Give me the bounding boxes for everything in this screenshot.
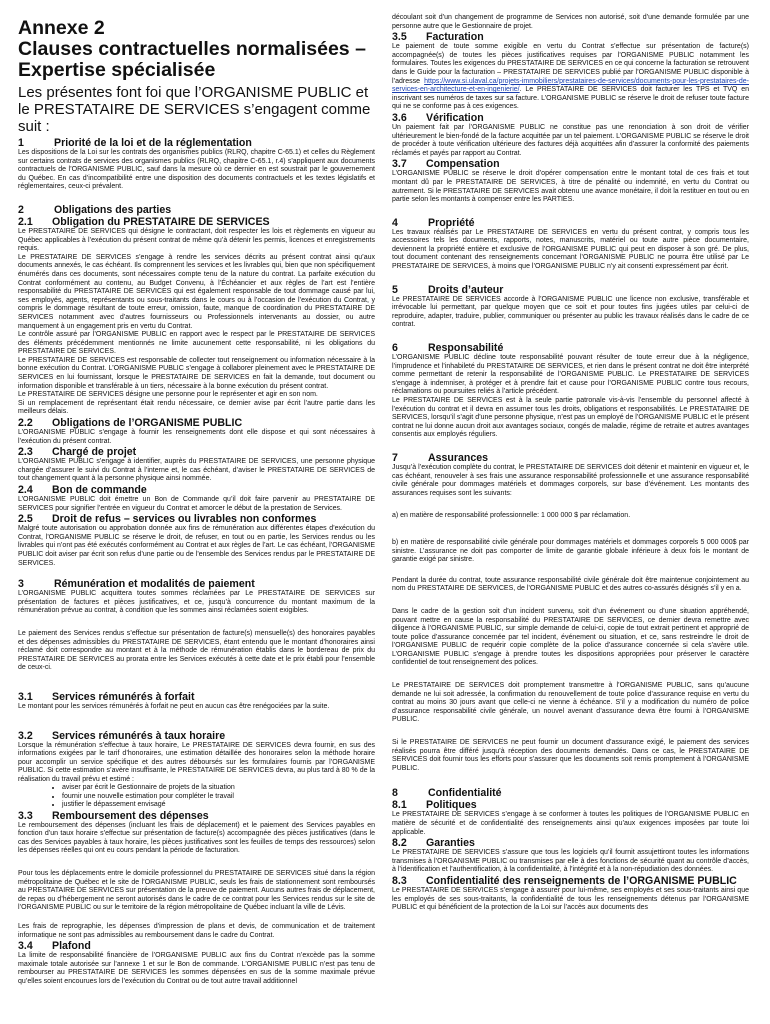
section-6-heading: 6 Responsabilité bbox=[392, 342, 504, 355]
section-2-1-text-5: Le PRESTATAIRE DE SERVICES désigne une personne pour le représenter et agir en son nom. bbox=[18, 391, 318, 399]
section-3-7-heading: 3.7 Compensation bbox=[392, 158, 500, 171]
section-3-text-2: Le paiement des Services rendus s’effectue sur présentation de facture(s) mensuelle(s) des honoraires payables et des dépenses admissibles du PRESTATAIRE DE SERVICES, étant entendu que le montant d’honoraires ainsi réclamé doit correspondre au montant et à la méthode de rémunération établis dans le bordereau de prix du PRESTATAIRE DE SERVICES au prorata entre les Services exécutés à cette date et le prix établi pour l’ensemble de ceux-ci. bbox=[18, 629, 375, 672]
section-3-text-1: L’ORGANISME PUBLIC acquittera toutes sommes réclamées par Le PRESTATAIRE DE SERVICES sur présentation de factures et pièces justificatives, et ce, jusqu’à concurrence du montant maximum de la rémunération prévue au contrat, à condition que les sommes ainsi réclamées soient exigibles. bbox=[18, 590, 375, 615]
section-4-text: Les travaux réalisés par Le PRESTATAIRE DE SERVICES en vertu du présent contrat, y compris tous les accessoires tels les documents, rapports, notes, manuscrits, matériel ou toute autre pièce documentaire, deviennent la propriété entière et exclusive de l’ORGANISME PUBLIC qui peut en disposer à son gré. De plus, tout document contenant des renseignements concernant l’ORGANISME PUBLIC ne pourra être utilisé par Le PRESTATAIRE DE SERVICES, à moins que l’ORGANISME PUBLIC n’y ait consenti expressément par écrit. bbox=[392, 228, 749, 271]
section-7-item-a: a) en matière de responsabilité professionnelle: 1 000 000 $ par réclamation. bbox=[392, 512, 631, 520]
section-3-4-heading: 3.4 Plafond bbox=[18, 940, 91, 953]
section-3-6-text: Un paiement fait par l’ORGANISME PUBLIC ne constitue pas une renonciation à son droit de vérifier ultérieurement le bien-fondé de la facture acquittée par un tel paiement. L’ORGANISME PUBLIC se réserve le droit de procéder à toute vérification ultérieure des factures déjà acquittées afin d’assurer la conformité des paiements réclamés et payés par rapport au Contrat. bbox=[392, 123, 749, 157]
section-4-heading: 4 Propriété bbox=[392, 216, 475, 229]
continued-text: découlant soit d’un changement de programme de Services non autorisé, soit d’une demande formulée par une personne autre que le Gestionnaire de projet. bbox=[392, 14, 749, 30]
intro-text: Les présentes font foi que l’ORGANISME PUBLIC et le PRESTATAIRE DE SERVICES s’engagent comme suit : bbox=[18, 84, 371, 135]
section-2-2-text: L’ORGANISME PUBLIC s’engage à fournir les renseignements dont elle dispose et qui sont nécessaires à l’exécution du présent contrat. bbox=[18, 429, 375, 445]
section-3-2-heading: 3.2 Services rémunérés à taux horaire bbox=[18, 729, 226, 742]
section-2-5-text: Malgré toute autorisation ou approbation donnée aux fins de rémunération aux différentes étapes d’exécution du Contrat, l’ORGANISME PUBLIC se réserve le droit, de refuser, en tout ou en partie, les Services rendus ou les livrables qui n’ont pas été exécutés conformément au Contrat et aux règles de l’art. Le cas échéant, l’ORGANISME PUBLIC doit aviser par écrit son refus d’une partie ou de l’ensemble des Services rendus par le PRESTATAIRE DE SERVICES. bbox=[18, 525, 375, 567]
section-3-3-text-1: Le remboursement des dépenses (incluant les frais de déplacement) et le paiement des Services payables en fonction d’un taux horaire s’effectue sur présentation de facture(s) accompagnée des pièces justificatives (dans le cas des Services payables à taux horaire, les pièces justificatives sont les feuilles de temps des ressources) selon les dépenses réelles qui ont eu cours pendant la période de facturation. bbox=[18, 821, 375, 855]
section-8-3-heading: 8.3 Confidentialité des renseignements de l’ORGANISME PUBLIC bbox=[392, 874, 737, 887]
section-2-2-heading: 2.2 Obligations de l’ORGANISME PUBLIC bbox=[18, 417, 243, 430]
section-7-text-4: Le PRESTATAIRE DE SERVICES doit promptement transmettre à l’ORGANISME PUBLIC, sans qu’aucune demande ne lui soit adressée, la confirmation du renouvellement de toute police d’assurance requise en vertu du contrat au moins 30 jours avant que celle-ci ne vienne à échéance. S’il y a modification du numéro de police d’assurance responsabilité civile générale, un nouvel avenant d’assurance devra être fourni à l’ORGANISME PUBLIC. bbox=[392, 682, 749, 724]
section-7-text-2: Pendant la durée du contrat, toute assurance responsabilité civile générale doit être maintenue conjointement au nom du PRESTATAIRE DE SERVICES, de l’ORGANISME PUBLIC et des autres co-assurés désignés s’il y en a. bbox=[392, 576, 749, 593]
annex-title: Annexe 2 bbox=[18, 17, 105, 39]
section-7-text-3: Dans le cadre de la gestion soit d’un incident survenu, soit d’un événement ou d’une situation appréhendé, pouvant mettre en cause la responsabilité du PRESTATAIRE DE SERVICES, ce dernier devra remettre avec diligence à l’ORGANISME PUBLIC, sur simple demande de celui-ci, copie de tout extrait pertinent et approprié de toute police d’assurance concernée par tel incident, événement ou situation, et ce, sans restreindre le droit de l’ORGANISME PUBLIC de requérir copie complète de la police d’assurance concernée si cela s’avère utile. L’ORGANISME PUBLIC s’engage à prendre toutes les dispositions appropriées pour préserver le caractère confidentiel de tout renseignement des polices. bbox=[392, 607, 749, 667]
section-2-4-heading: 2.4 Bon de commande bbox=[18, 484, 147, 496]
section-3-heading: 3 Rémunération et modalités de paiement bbox=[18, 578, 255, 591]
section-3-3-text-3: Les frais de reprographie, les dépenses d’impression de plans et devis, de communication et de traitement informatique ne sont pas admissibles au remboursement dans le cadre du Contrat. bbox=[18, 923, 375, 939]
section-2-1-heading: 2.1 Obligation du PRESTATAIRE DE SERVICES bbox=[18, 215, 270, 228]
section-2-1-text-4: Le PRESTATAIRE DE SERVICES est responsable de collecter tout renseignement ou information nécessaire à la bonne exécution du Contrat. L’ORGANISME PUBLIC s’engage à collaborer pleinement avec le PRESTATAIRE DE SERVICES en lui fournissant, lorsque le PRESTATAIRE DE SERVICES en fait la demande, tout document ou information disponible et transférable à un tiers, nécessaire à la bonne exécution du présent contrat. bbox=[18, 356, 375, 390]
document-title-line-1: Clauses contractuelles normalisées – bbox=[18, 38, 366, 60]
section-3-6-heading: 3.6 Vérification bbox=[392, 111, 484, 124]
section-6-text-2: Le PRESTATAIRE DE SERVICES est à la seule partie patronale vis-à-vis l’ensemble du personnel affecté à l’exécution du contrat et il devra en assumer tous les droits, obligations et responsabilités. Le PRESTATAIRE DE SERVICES, lorsqu’il s’agit d’une personne physique, n’est pas un employé de l’ORGANISME PUBLIC et le présent contrat ne lui donne aucun droit aux avantages sociaux, congés de maladie, régime de retraite et autres avantages consentis aux employés réguliers. bbox=[392, 397, 749, 439]
section-8-1-heading: 8.1 Politiques bbox=[392, 799, 477, 812]
section-3-5-heading: 3.5 Facturation bbox=[392, 31, 484, 44]
section-7-text-1: Jusqu’à l’exécution complète du contrat, le PRESTATAIRE DE SERVICES doit détenir et maintenir en vigueur et, le cas échéant, renouveler à ses frais une assurance responsabilité professionnelle et une assurance responsabilité civile générale pour dommages matériels et dommages corporels, sur base d’événement. Les montants des assurances requises sont les suivants: bbox=[392, 463, 749, 497]
section-3-1-text: Le montant pour les services rémunérés à forfait ne peut en aucun cas être renégociées par la suite. bbox=[18, 702, 330, 710]
list-item: • aviser par écrit le Gestionnaire de projets de la situation bbox=[62, 784, 375, 792]
list-item: • justifier le dépassement envisagé bbox=[62, 801, 375, 809]
section-3-3-text-2: Pour tous les déplacements entre le domicile professionnel du PRESTATAIRE DE SERVICES situé dans la région métropolitaine de Québec et le site de l’ORGANISME PUBLIC, seuls les frais de stationnement sont remboursés au PRESTATAIRE DE SERVICES sur présentation de la preuve de paiement. Aucuns autres frais de déplacement, de repas ou d’hébergement ne seront autorisés dans le cadre de ce contrat pour les Services rendus sur le site de l’ORGANISME PUBLIC ou sur le territoire de la région métropolitaine de Québec incluant la ville de Lévis. bbox=[18, 870, 375, 912]
section-2-5-heading: 2.5 Droit de refus – services ou livrables non conformes bbox=[18, 513, 317, 526]
section-3-3-heading: 3.3 Remboursement des dépenses bbox=[18, 809, 209, 822]
billing-guide-link[interactable]: https://www.si.ulaval.ca/projets-immobiliers/prestataires-de-services/documents-pour-les-prestataires-de-services-en-architecture-et-en-ingenierie/ bbox=[392, 77, 749, 94]
section-3-2-text: Lorsque la rémunération s’effectue à taux horaire, Le PRESTATAIRE DE SERVICES devra fournir, en sus des informations exigées par le tarif d’honoraires, une estimation détaillée des honoraires selon la méthode horaire pour accomplir un service spécifique et des autres déboursés sur les formulaires fournis par l’ORGANISME PUBLIC. Si cette estimation s’avère insuffisante, le PRESTATAIRE DE SERVICES devra, au plus tard à 80 % de la réalisation du travail prévu et estimé : bbox=[18, 741, 375, 783]
document-title-line-2: Expertise spécialisée bbox=[18, 59, 216, 81]
section-2-3-text: L’ORGANISME PUBLIC s’engage à identifier, auprès du PRESTATAIRE DE SERVICES, une personne physique chargée d’assurer le suivi du Contrat à l’interne et, le cas échéant, d’aviser le PRESTATAIRE DE SERVICES de tout changement quant à la personne physique ainsi nommée. bbox=[18, 458, 375, 483]
section-2-heading: 2 Obligations des parties bbox=[18, 203, 172, 216]
section-2-1-text-3: Le contrôle assuré par l’ORGANISME PUBLIC en rapport avec le respect par le PRESTATAIRE DE SERVICES des éléments précédemment mentionnés ne limite aucunement cette responsabilité, ni les obligations du PRESTATAIRE DE SERVICES. bbox=[18, 331, 375, 356]
section-2-3-heading: 2.3 Chargé de projet bbox=[18, 446, 137, 459]
section-5-heading: 5 Droits d’auteur bbox=[392, 283, 504, 296]
section-8-2-heading: 8.2 Garanties bbox=[392, 837, 475, 850]
section-3-7-text: L’ORGANISME PUBLIC se réserve le droit d’opérer compensation entre le montant total de ces frais et tout montant dû par le PRESTATAIRE DE SERVICES, à titre de pénalité ou indemnité, en vertu du Contrat ou autrement. Si le PRESTATAIRE DE SERVICES avait obtenu une avance monétaire, il doit la restituer en tout ou en partie selon les montants à compenser entre les PARTIES. bbox=[392, 170, 749, 204]
section-8-2-text: Le PRESTATAIRE DE SERVICES s’assure que tous les logiciels qu’il fournit assujettiront toutes les informations transmises à l’ORGANISME PUBLIC ou transmises par elle à des fonctions de sécurité quant au contrôle d’accès, à l’identification et l’authentification, à la confidentialité, à l’intégrité et à la non-répudiation des données. bbox=[392, 849, 749, 874]
section-2-1-text-2: Le PRESTATAIRE DE SERVICES s’engage à rendre les services décrits au présent contrat ainsi qu’aux documents annexés, le cas échéant. Ils comprennent les services et les livrables qui, bien que non spécifiquement énumérés dans ces documents, sont nécessaires compte tenu de la nature du contrat. La parfaite exécution du Contrat conformément au contenu, au Budget Convenu, à l’Échéancier et aux règles de l’art est l’entière responsabilité du PRESTATAIRE DE SERVICES qui est également responsable de tout dommage causé par lui, ses employés, agents, représentants ou sous-traitants dans le cours ou à l’occasion de l’exécution du Contrat, y compris le dommage résultant de toute erreur, omission, faute, manque de coordination du PRESTATAIRE DE SERVICES notamment avec d’autres fournisseurs ou Professionnels intervenants au dossier, ou autre manquement à un engagement pris en vertu du Contrat. bbox=[18, 253, 375, 330]
section-8-1-text: Le PRESTATAIRE DE SERVICES s’engage à se conformer à toutes les politiques de l’ORGANISME PUBLIC en matière de sécurité et de confidentialité des renseignements ainsi qu’aux exigences imposées par toute loi applicable. bbox=[392, 811, 749, 836]
right-column bbox=[392, 14, 749, 913]
section-8-3-text: Le PRESTATAIRE DE SERVICES s’engage à assurer pour lui-même, ses employés et ses sous-traitants ainsi que les employés de ses sous-traitants, la confidentialité de tous les renseignements détenus par l’ORGANISME PUBLIC et qui bénéficient de la protection de la Loi sur l’accès aux documents des bbox=[392, 886, 749, 912]
section-2-4-text: L’ORGANISME PUBLIC doit émettre un Bon de Commande qu’il doit faire parvenir au PRESTATAIRE DE SERVICES pour signifier l’entrée en vigueur du Contrat et amorcer le début de la prestation de Services. bbox=[18, 496, 375, 512]
section-6-text-1: L’ORGANISME PUBLIC décline toute responsabilité pouvant résulter de toute erreur due à la négligence, l’imprudence et l’inhabileté du PRESTATAIRE DE SERVICES, et rien dans le présent contrat ne doit être interprété comme permettant de retenir la responsabilité de l’ORGANISME PUBLIC. Le PRESTATAIRE DE SERVICES s’engage à indemniser, à protéger et à prendre fait et cause pour l’ORGANISME PUBLIC contre tous recours, réclamations ou poursuites reliés à l’article précédent. bbox=[392, 354, 749, 396]
section-3-1-heading: 3.1 Services rémunérés à forfait bbox=[18, 690, 195, 703]
section-2-1-text-6: Si un remplacement de représentant était rendu nécessaire, ce dernier avise par écrit l’autre partie dans les meilleurs délais. bbox=[18, 399, 375, 416]
section-7-item-b: b) en matière de responsabilité civile générale pour dommages matériels et dommages corporels 5 000 000$ par sinistre. L’assurance ne doit pas comporter de limite de garantie globale inférieure à deux fois le montant de garantie exigé par sinistre. bbox=[392, 538, 749, 564]
section-8-heading: 8 Confidentialité bbox=[392, 787, 502, 800]
list-item: • fournir une nouvelle estimation pour compléter le travail bbox=[62, 793, 375, 801]
section-7-text-5: Si le PRESTATAIRE DE SERVICES ne peut fournir un document d’assurance exigé, le paiement des services réalisés pourra être différé jusqu’à réception des documents demandés. Dans ce cas, le PRESTATAIRE DE SERVICES doit fournir tous les efforts pour s’assurer que les documents soit remis promptement à l’ORGANISME PUBLIC. bbox=[392, 739, 749, 772]
section-5-text: Le PRESTATAIRE DE SERVICES accorde à l’ORGANISME PUBLIC une licence non exclusive, transférable et irrévocable lui permettant, par quelque moyen que ce soit et pour toutes fins jugées utiles par celui-ci de reproduire, adapter, traduire, publier, communiquer ou présenter au public les travaux réalisés dans le cadre de ce contrat. bbox=[392, 295, 749, 329]
section-2-1-text-1: Le PRESTATAIRE DE SERVICES qui désigne le contractant, doit respecter les lois et règlements en vigueur au Québec applicables à l’exécution du présent contrat de même qu’à détenir les permis, licences et enregistrements requis. bbox=[18, 227, 375, 253]
left-column bbox=[18, 18, 375, 987]
section-3-4-text: La limite de responsabilité financière de l’ORGANISME PUBLIC aux fins du Contrat n’excède pas la somme maximale totale autorisée sur l’annexe 1 et sur le Bon de commande. L’ORGANISME PUBLIC n’est pas tenu de rembourser au PRESTATAIRE DE SERVICES les sommes dépensées en sus de la somme maximale prévue qu’elles soient encourues lors de l’exécution du Contrat ou de tout autre travail additionnel bbox=[18, 952, 375, 985]
section-1-heading: 1 Priorité de la loi et de la réglementation bbox=[18, 137, 252, 149]
section-7-heading: 7 Assurances bbox=[392, 451, 489, 464]
section-3-5-text: Le paiement de toute somme exigible en vertu du Contrat s’effectue sur présentation de facture(s) accompagnée(s) de toutes les pièces justificatives requises par l’ORGANISME PUBLIC notamment les formulaires. Toutes les exigences du PRESTATAIRE DE SERVICES en ce qui concerne la facturation se retrouvent dans le Guide pour la facturation – PRESTATAIRE DE SERVICES publié par l’ORGANISME PUBLIC disponible à l’adresse https://www.si.ulaval.ca/projets-immobiliers/prestataires-de-services/documents-pour-les-prestataires-de-services-en-architecture-et-en-ingenierie/. Le PRESTATAIRE DE SERVICES doit facturer les TPS et TVQ en inscrivant ses numéros de taxes sur sa facture. L’ORGANISME PUBLIC se réserve le droit de refuser toute facture qui ne se conforme pas à ces exigences. bbox=[392, 43, 749, 111]
section-1-text: Les dispositions de la Loi sur les contrats des organismes publics (RLRQ, chapitre C-65.1) et celles du Règlement sur certains contrats de services des organismes publics (RLRQ, chapitre C-65.1, r.4) s’appliquent aux documents contractuels de l’ORGANISME PUBLIC, sauf dans la mesure où ce dernier en est soustrait par le gouvernement du Québec. En cas d’incompatibilité entre une disposition des documents contractuels et les textes législatifs et réglementaires, ceux-ci prévalent. bbox=[18, 149, 375, 191]
section-3-2-list bbox=[18, 784, 375, 809]
